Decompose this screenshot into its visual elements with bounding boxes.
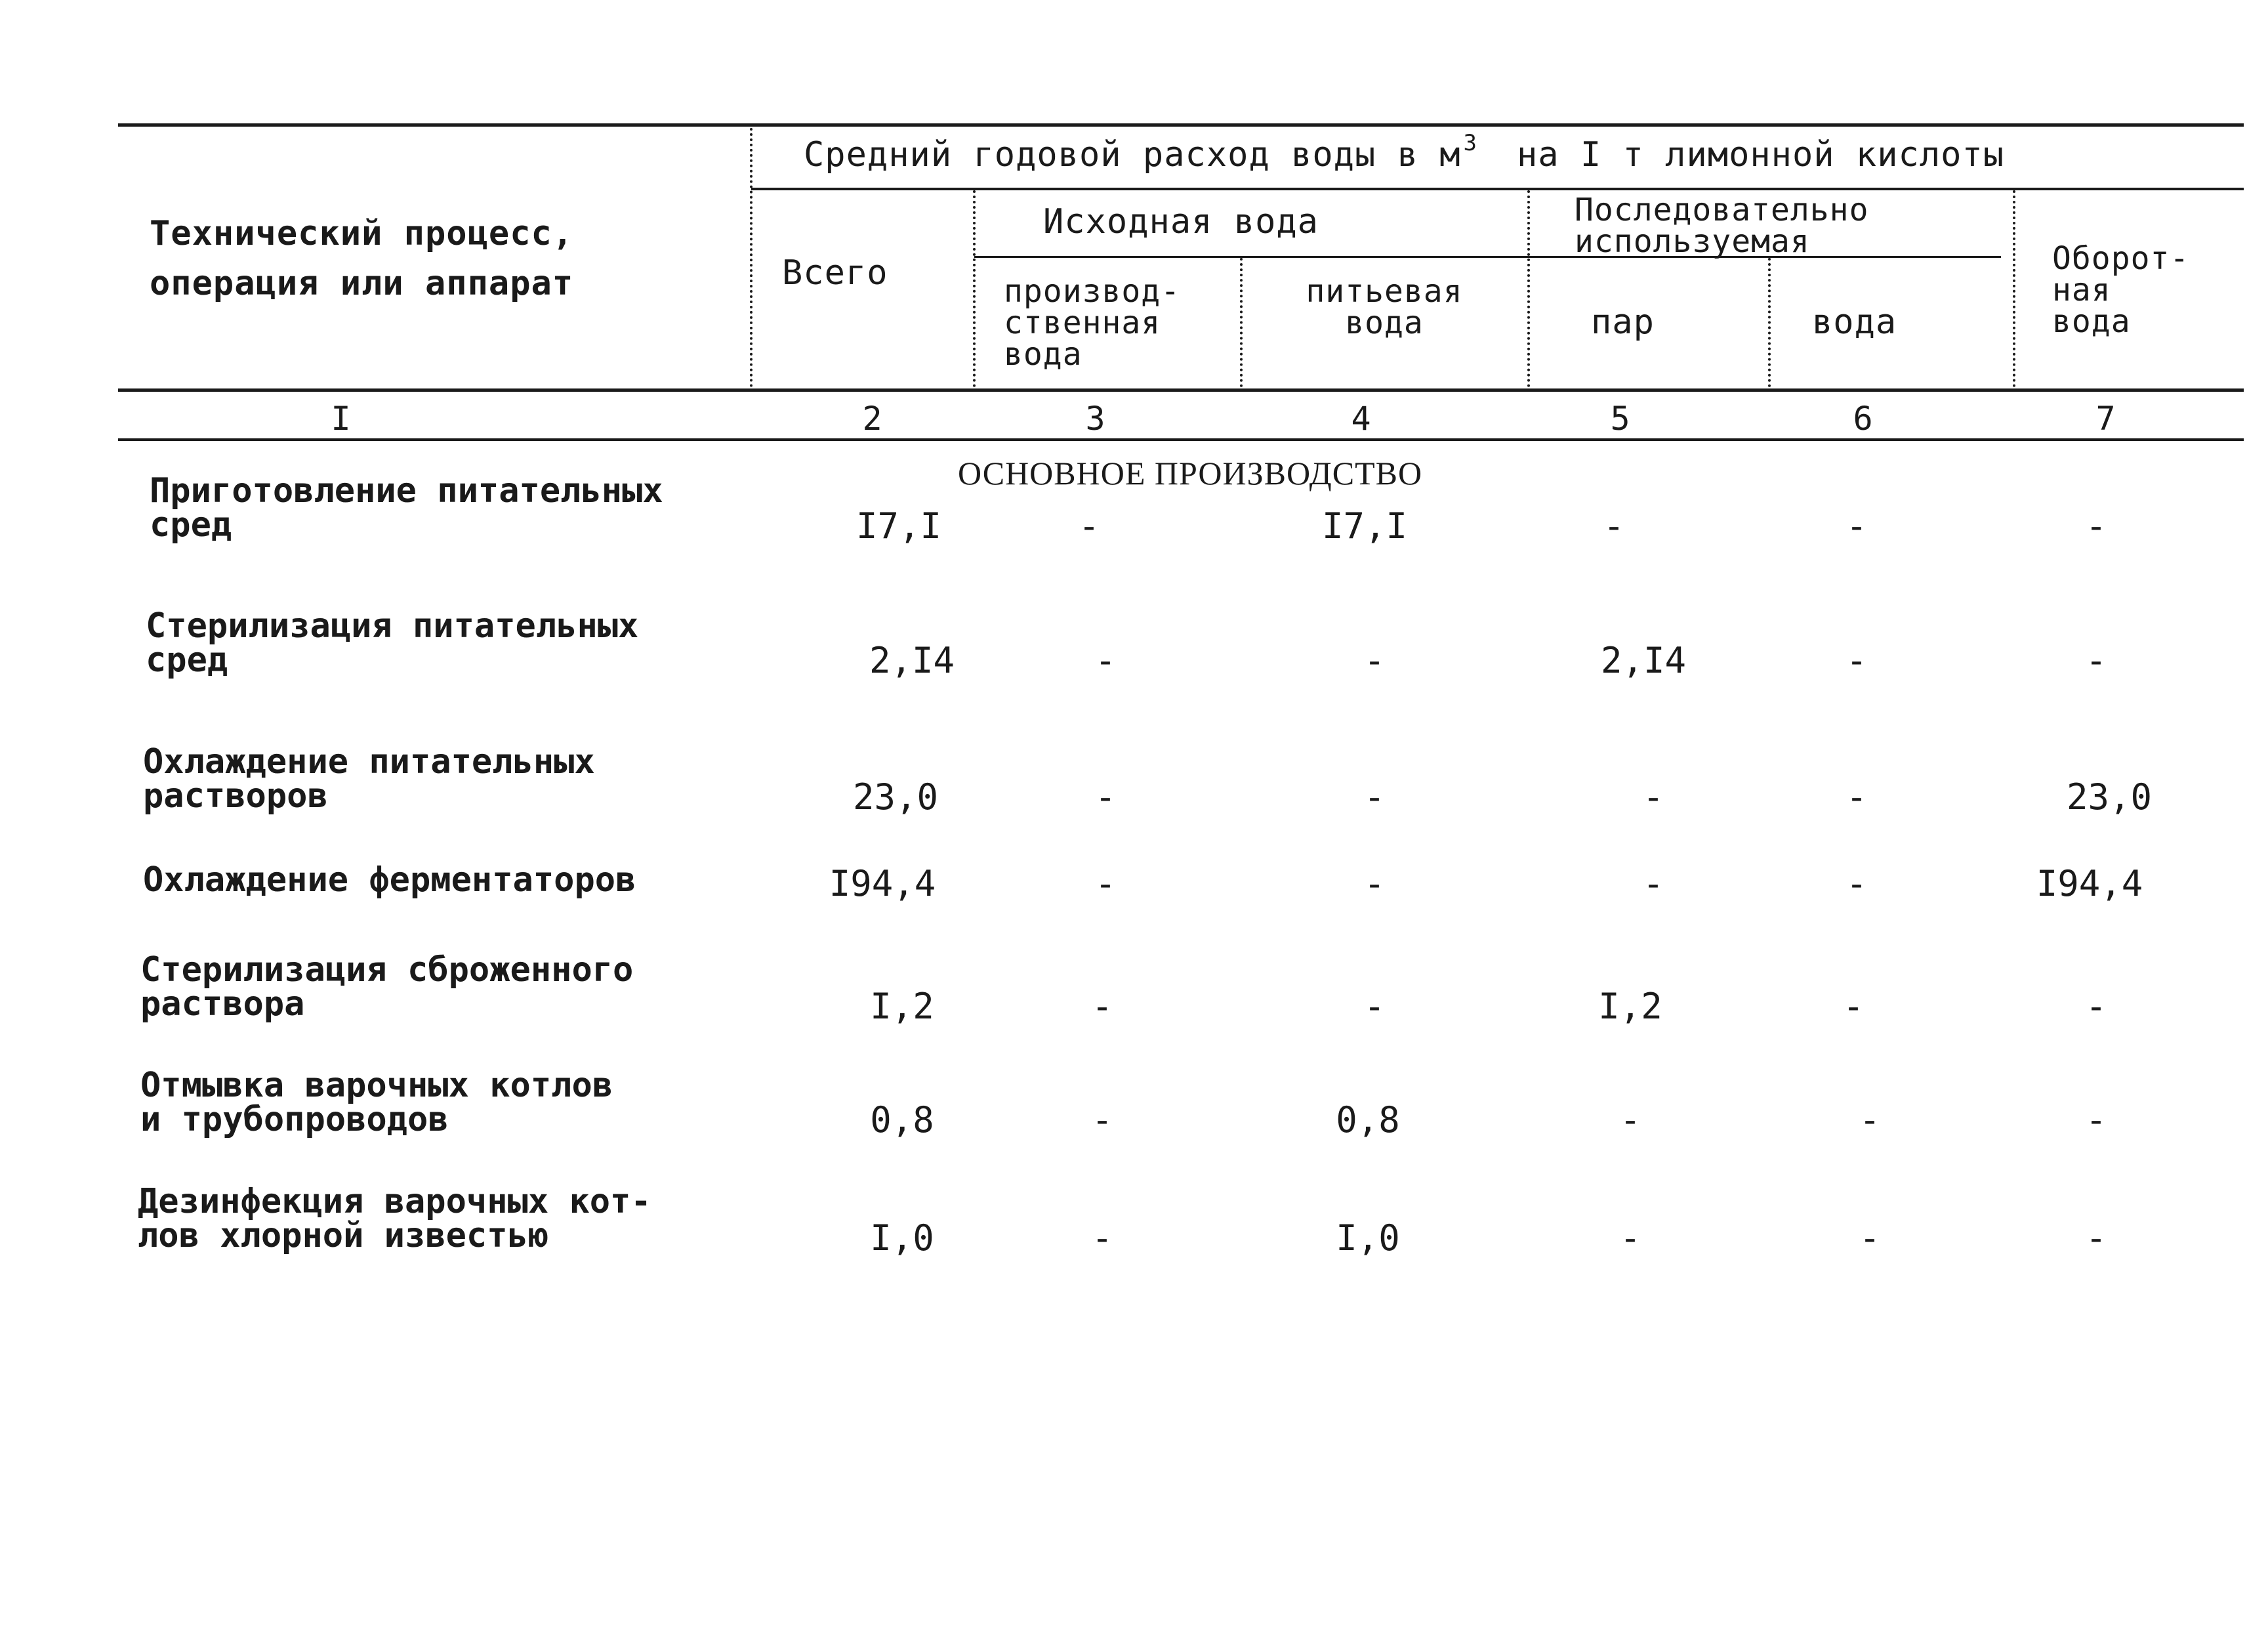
row-value-col-5: - [1642,863,1664,904]
col-divider-6 [2013,190,2015,387]
header-recycled-water: Оборот- ная вода [2052,240,2190,340]
row-value-col-6: - [1859,1099,1881,1141]
row-value-col-6: - [1842,986,1865,1027]
header-source-water: Исходная вода [1043,202,1319,241]
row-value-col-5: I,2 [1598,986,1662,1027]
row-value-col-6: - [1845,505,1868,547]
row-value-col-4: I,0 [1336,1217,1400,1259]
col-divider-2 [973,190,976,387]
row-value-col-5: 2,I4 [1600,640,1687,681]
table-top-rule [118,123,2244,127]
column-number-1: I [331,400,352,438]
row-value-col-6: - [1845,776,1868,818]
col-divider-5 [1768,258,1771,387]
header-bottom-rule [118,388,2244,392]
header-top-group-sup: 3 [1463,130,1477,156]
row-value-col-7: - [2085,986,2107,1027]
row-value-col-4: - [1363,640,1386,681]
header-process-column: Технический процесс, операция или аппарат [150,214,574,303]
row-value-col-2: 0,8 [870,1099,934,1141]
row-value-col-7: - [2085,1099,2107,1141]
header-industrial-water: производ- ственная вода [1004,273,1181,373]
row-label: Охлаждение ферментаторов [143,860,636,900]
row-value-col-3: - [1094,776,1117,818]
column-number-3: 3 [1085,400,1106,438]
column-number-rule [118,438,2244,441]
subgroup-divider-source [974,256,1529,258]
row-value-col-7: 23,0 [2066,776,2153,818]
column-number-2: 2 [862,400,883,438]
header-top-group-tail: на I т лимонной кислоты [1517,135,2005,175]
row-value-col-6: - [1845,640,1868,681]
row-value-col-5: - [1603,505,1625,547]
row-label: Стерилизация сброженного раствора [140,950,634,1024]
row-value-col-2: I94,4 [829,863,936,904]
row-value-col-3: - [1091,1099,1113,1141]
row-value-col-3: - [1091,1217,1113,1259]
row-value-col-5: - [1619,1217,1641,1259]
column-number-7: 7 [2095,400,2116,438]
row-value-col-4: 0,8 [1336,1099,1400,1141]
row-value-col-7: - [2085,640,2107,681]
row-value-col-3: - [1094,863,1117,904]
row-value-col-4: I7,I [1321,505,1408,547]
col-divider-1 [750,128,753,387]
column-number-6: 6 [1853,400,1874,438]
row-value-col-6: - [1859,1217,1881,1259]
row-label: Стерилизация питательных сред [146,606,639,680]
row-value-col-2: 23,0 [852,776,939,818]
row-value-col-3: - [1078,505,1100,547]
row-label: Охлаждение питательных растворов [143,742,595,816]
header-drinking-water: питьевая вода [1306,273,1463,341]
row-value-col-2: I,2 [870,986,934,1027]
row-label: Отмывка варочных котлов и трубопроводов [140,1066,613,1139]
section-title: ОСНОВНОЕ ПРОИЗВОДСТВО [958,455,1423,492]
row-value-col-7: - [2085,1217,2107,1259]
header-sequential: Последовательно используемая [1575,192,1869,260]
row-label: Приготовление питательных сред [150,471,663,545]
row-value-col-2: 2,I4 [869,640,955,681]
row-value-col-5: - [1619,1099,1641,1141]
col-divider-3 [1240,258,1243,387]
row-label: Дезинфекция варочных кот- лов хлорной известью [138,1182,651,1255]
column-number-5: 5 [1610,400,1631,438]
row-value-col-7: - [2085,505,2107,547]
row-value-col-2: I,0 [870,1217,934,1259]
header-top-group-text: Средний годовой расход воды в м [804,135,1461,175]
header-water: вода [1812,303,1897,342]
row-value-col-2: I7,I [856,505,942,547]
header-total: Всего [782,253,888,293]
row-value-col-6: - [1845,863,1868,904]
row-value-col-4: - [1363,863,1386,904]
row-value-col-7: I94,4 [2036,863,2143,904]
row-value-col-3: - [1091,986,1113,1027]
col-divider-4 [1527,190,1530,387]
row-value-col-4: - [1363,776,1386,818]
column-number-4: 4 [1351,400,1372,438]
header-top-group [804,130,2005,176]
row-value-col-4: - [1363,986,1386,1027]
row-value-col-3: - [1094,640,1117,681]
row-value-col-5: - [1642,776,1664,818]
header-steam: пар [1591,303,1655,342]
